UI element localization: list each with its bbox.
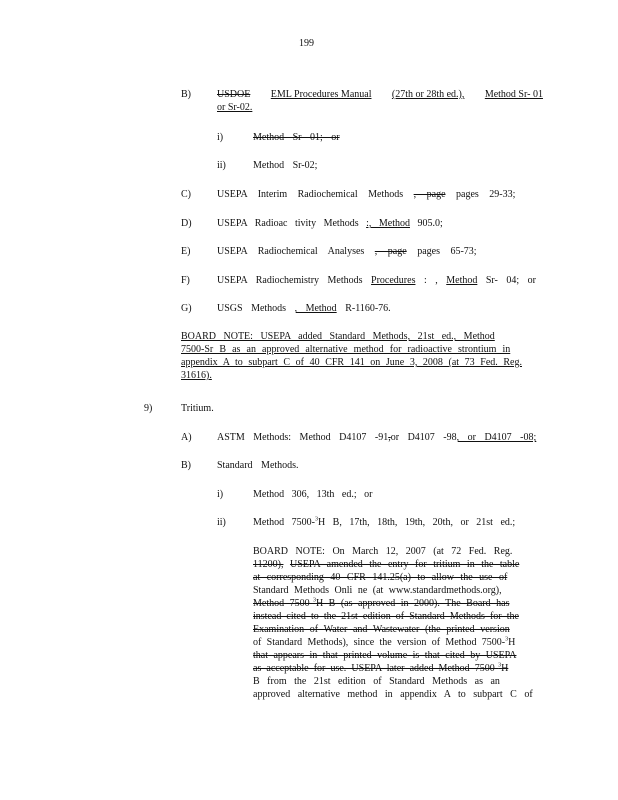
tritium-a-label: A) [181,432,192,443]
tritium-b-ii-label: ii) [217,517,226,528]
board-note-1-line-1: BOARD NOTE: USEPA added Standard Methods, 21st ed., Method [181,331,495,342]
board-note-1-line-3: appendix A to subpart C of 40 CFR 141 on June 3, 2008 (at 73 Fed. Reg. [181,357,522,368]
item-d-rest: 905.0; [417,218,443,229]
item-b-sub-ii-text: Method Sr-02; [253,160,318,171]
item-g-text: USGS Methods [217,303,287,314]
item-b-line2: or Sr-02. [217,102,253,113]
item-e-rest: pages 65-73; [417,246,477,257]
tritium-b-i-label: i) [217,489,224,500]
item-d-inserted: :, Method [366,218,410,229]
board-note-2-line-8: of Standard Methods), since the version of Method 7500-$^3$H [253,636,516,648]
item-c-deleted: , page [413,189,446,200]
item-f-mid: : , [423,275,438,286]
tritium-b-label: B) [181,460,191,471]
item-c-text: USEPA Interim Radiochemical Methods [217,189,404,200]
tritium-a-line [217,432,536,443]
board-note-1-line-4: 31616). [181,370,212,381]
item-c-rest: pages 29-33; [456,189,516,200]
item-g-label: G) [181,303,192,314]
board-note-2-line-6: instead cited to the 21st edition of Standard Methods for the [253,611,519,622]
board-note-2-line-3: at corresponding 40 CFR 141.25(a) to allow the use of [253,572,508,583]
item-d-line [217,218,443,229]
item-b-text-b: Method Sr- 01 [484,89,543,100]
item-b-deleted: USDOE [217,89,251,100]
item-g-line [217,303,391,314]
board-note-2-line-2: 11200), USEPA amended the entry for tritium in the table [253,559,520,570]
board-note-2-line-1: BOARD NOTE: On March 12, 2007 (at 72 Fed. Reg. [253,546,513,557]
board-note-2-line-5: Method 7500-$^3$H B (as approved in 2000). The Board has [253,597,510,609]
board-note-2-line-11: B from the 21st edition of Standard Methods as an [253,676,500,687]
tritium-a-text: ASTM Methods: Method D4107 -91 [217,432,389,443]
item-g-rest: R-1160-76. [345,303,391,314]
tritium-a-deleted: , [388,432,391,443]
item-f-label: F) [181,275,190,286]
item-f-rest: Sr- 04; or [485,275,536,286]
tritium-a-mid: or D4107 -98 [390,432,457,443]
tritium-b-i-text: Method 306, 13th ed.; or [253,489,373,500]
item-e-line [217,246,477,257]
item-b-sub-i-label: i) [217,132,224,143]
item-b-inserted: (27th or 28th ed.), [391,89,465,100]
item-f-line [217,275,536,286]
item-e-label: E) [181,246,191,257]
tritium-heading: Tritium. [181,403,214,414]
item-b-label: B) [181,89,191,100]
item-f-text: USEPA Radiochemistry Methods [217,275,363,286]
page-number: 199 [299,38,314,49]
item-e-deleted: , page [374,246,407,257]
item-b-sub-i-text: Method Sr 01; or [253,132,340,143]
item-c-label: C) [181,189,191,200]
item-g-inserted: , Method [294,303,337,314]
item-d-text: USEPA Radioac tivity Methods [217,218,359,229]
item-f-inserted: Procedures [371,275,416,286]
tritium-number: 9) [144,403,153,414]
item-d-label: D) [181,218,192,229]
tritium-a-inserted: , or D4107 -08; [456,432,537,443]
board-note-2-line-12: approved alternative method in appendix A to subpart C of [253,689,533,700]
item-c-line [217,189,515,200]
board-note-2-line-10: as acceptable for use. USEPA later added Method 7500-$^3$H [253,662,509,674]
tritium-b-ii-text: Method 7500-$^3$H B, 17th, 18th, 19th, 20th, or 21st ed.; [253,516,516,528]
board-note-2-line-4: Standard Methods Onli ne (at www.standardmethods.org), [253,585,502,596]
item-e-text: USEPA Radiochemical Analyses [217,246,365,257]
item-b-sub-ii-label: ii) [217,160,226,171]
board-note-2-line-7: Examination of Water and Wastewater (the printed version [253,624,510,635]
tritium-b-text: Standard Methods. [217,460,299,471]
item-b-line1 [217,89,543,100]
board-note-1-line-2: 7500-Sr B as an approved alternative method for radioactive strontium in [181,344,511,355]
board-note-2-line-9: that appears in that printed volume is that cited by USEPA [253,650,517,661]
item-f-inserted-method: Method [446,275,478,286]
item-b-text-a: EML Procedures Manual [270,89,372,100]
